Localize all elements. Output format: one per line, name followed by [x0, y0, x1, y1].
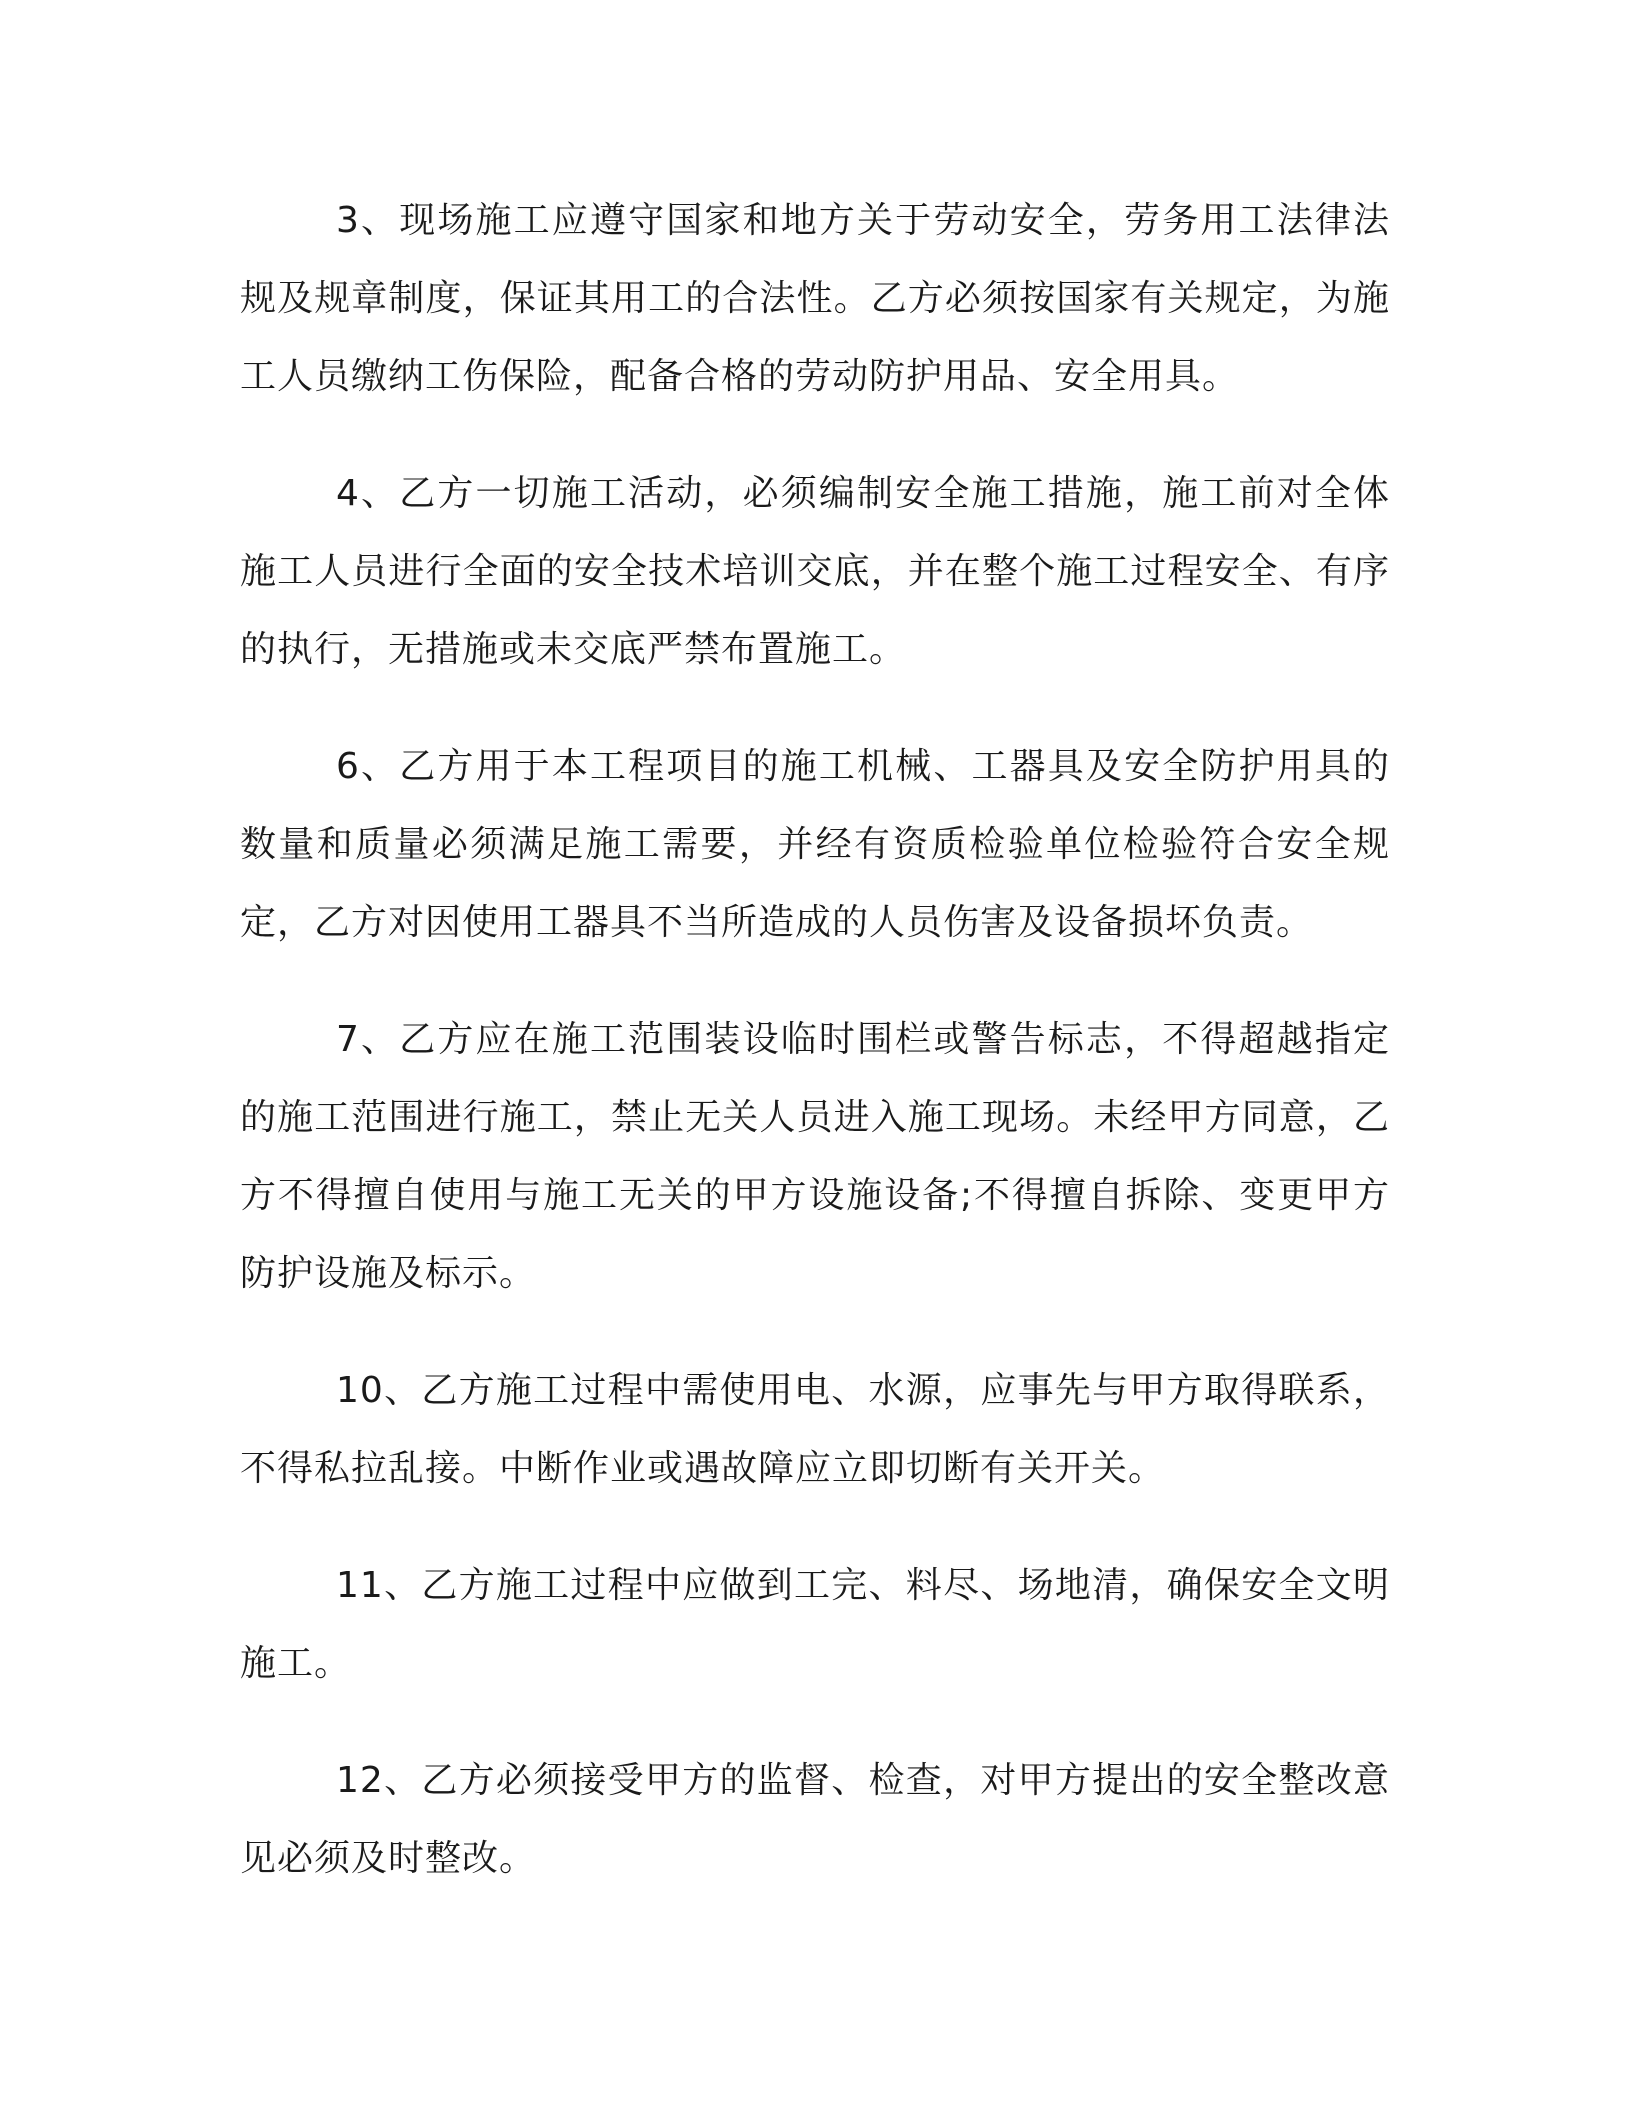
paragraph-item-12: 12、乙方必须接受甲方的监督、检查，对甲方提出的安全整改意见必须及时整改。 [240, 1760, 1390, 1879]
paragraph-item-3: 3、现场施工应遵守国家和地方关于劳动安全，劳务用工法律法规及规章制度，保证其用工的合法性。乙方必须按国家有关规定，为施工人员缴纳工伤保险，配备合格的劳动防护用品、安全用具。 [240, 200, 1390, 397]
paragraph-item-4: 4、乙方一切施工活动，必须编制安全施工措施，施工前对全体施工人员进行全面的安全技术培训交底，并在整个施工过程安全、有序的执行，无措施或未交底严禁布置施工。 [240, 473, 1390, 670]
paragraph-item-11: 11、乙方施工过程中应做到工完、料尽、场地清，确保安全文明施工。 [240, 1565, 1390, 1684]
paragraph-item-6: 6、乙方用于本工程项目的施工机械、工器具及安全防护用具的数量和质量必须满足施工需要，并经有资质检验单位检验符合安全规定，乙方对因使用工器具不当所造成的人员伤害及设备损坏负责。 [240, 746, 1390, 943]
paragraph-item-10: 10、乙方施工过程中需使用电、水源，应事先与甲方取得联系，不得私拉乱接。中断作业或遇故障应立即切断有关开关。 [240, 1370, 1390, 1489]
paragraph-item-7: 7、乙方应在施工范围装设临时围栏或警告标志，不得超越指定的施工范围进行施工，禁止无关人员进入施工现场。未经甲方同意，乙方不得擅自使用与施工无关的甲方设施设备;不得擅自拆除、变更甲方防护设施及标示。 [240, 1019, 1390, 1294]
document-body [240, 182, 1390, 1937]
